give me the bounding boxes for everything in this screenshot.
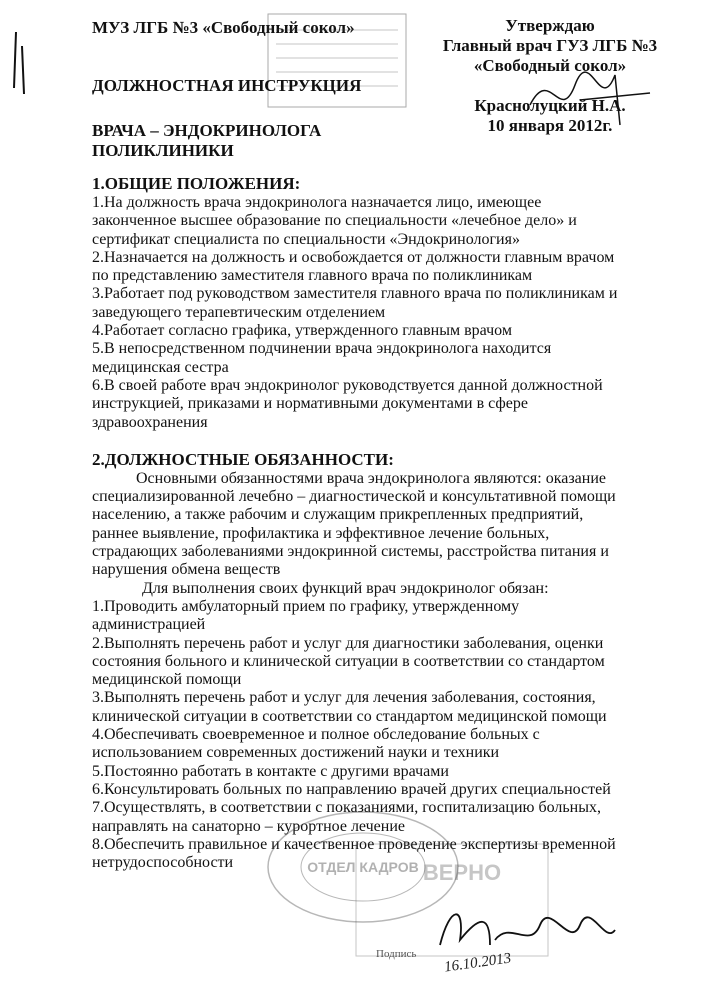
text-line: 5.В непосредственном подчинении врача эндокринолога находится [92,340,552,358]
text-line: нарушения обмена веществ [92,561,281,579]
text-line: здравоохранения [92,413,208,431]
text-line: 6.В своей работе врач эндокринолог руководствуется данной должностной [92,376,603,394]
text-line: по представлению заместителя главного врача по поликлиникам [92,267,533,285]
text-line: 8.Обеспечить правильное и качественное проведение экспертизы временной [92,835,616,853]
approver-name: Краснолуцкий Н.А. [474,96,626,115]
approver-organization: «Свободный сокол» [473,56,627,75]
text-line: медицинская сестра [92,358,229,376]
text-line: администрацией [92,616,206,634]
text-line: заведующего терапевтическим отделением [92,303,386,321]
text-line: 3.Работает под руководством заместителя главного врача по поликлиникам и [92,285,618,303]
text-line: 5.Постоянно работать в контакте с другими врачами [92,762,449,780]
text-line: 1.Проводить амбулаторный прием по графику, утвержденному [92,597,520,615]
margin-pen-mark [2,28,28,98]
document-body [92,174,667,872]
subject-line: ПОЛИКЛИНИКИ [92,141,234,160]
text-line: нетрудоспособности [92,854,234,872]
organization-name: МУЗ ЛГБ №3 «Свободный сокол» [92,18,355,37]
signature-label: Подпись [376,948,417,960]
section-title: 1.ОБЩИЕ ПОЛОЖЕНИЯ: [92,174,301,193]
text-line: инструкцией, приказами и нормативными документами в сфере [92,395,528,413]
subject-line: ВРАЧА – ЭНДОКРИНОЛОГА [92,121,322,140]
text-line: Основными обязанностями врача эндокринолога являются: оказание [136,469,606,487]
text-line: медицинской помощи [92,671,242,689]
approver-signature [520,55,660,135]
text-line: страдающих заболеваниями эндокринной системы, расстройства питания и [92,543,609,561]
text-line: специализированной лечебно – диагностической и консультативной помощи [92,488,616,506]
section-title: 2.ДОЛЖНОСТНЫЕ ОБЯЗАННОСТИ: [92,449,394,469]
text-line: 2.Выполнять перечень работ и услуг для диагностики заболевания, оценки [92,634,604,652]
text-line: 4.Работает согласно графика, утвержденного главным врачом [92,322,512,340]
text-line: 7.Осуществлять, в соответствии с показаниями, госпитализацию больных, [92,799,601,817]
text-line: законченное высшее образование по специальности «лечебное дело» и [92,212,577,230]
text-line: сертификат специалиста по специальности «Эндокринология» [92,230,520,248]
stamp-text: ОТДЕЛ КАДРОВ [307,859,419,875]
text-line: 2.Назначается на должность и освобождается от должности главным врачом [92,248,615,266]
text-line: населению, а также рабочим и служащим прикрепленных предприятий, [92,506,584,524]
approver-position: Главный врач ГУЗ ЛГБ №3 [442,36,658,55]
text-line: направлять на санаторно – курортное лечение [92,817,405,835]
text-line: 4.Обеспечивать своевременное и полное обследование больных с [92,726,540,744]
approve-word: Утверждаю [505,16,595,35]
text-line: Для выполнения своих функций врач эндокринолог обязан: [142,579,549,597]
text-line: раннее выявление, профилактика и эффективное лечение больных, [92,524,550,542]
text-line: 6.Консультировать больных по направлению врачей других специальностей [92,780,611,798]
registration-stamp [262,8,412,113]
text-line: 3.Выполнять перечень работ и услуг для лечения заболевания, состояния, [92,689,596,707]
document-type: ДОЛЖНОСТНАЯ ИНСТРУКЦИЯ [92,76,362,95]
signature-date: 16.10.2013 [443,950,513,976]
text-line: 1.На должность врача эндокринолога назначается лицо, имеющее [92,194,542,211]
text-line: состояния больного и клинической ситуации в соответствии со стандартом [92,652,605,670]
document-subject [92,121,321,161]
text-line: клинической ситуации в соответствии со стандартом медицинской помощи [92,707,607,725]
copy-stamp-text: ВЕРНО [422,860,502,885]
approval-date: 10 января 2012г. [487,116,613,135]
text-line: использованием современных достижений науки и техники [92,744,500,762]
